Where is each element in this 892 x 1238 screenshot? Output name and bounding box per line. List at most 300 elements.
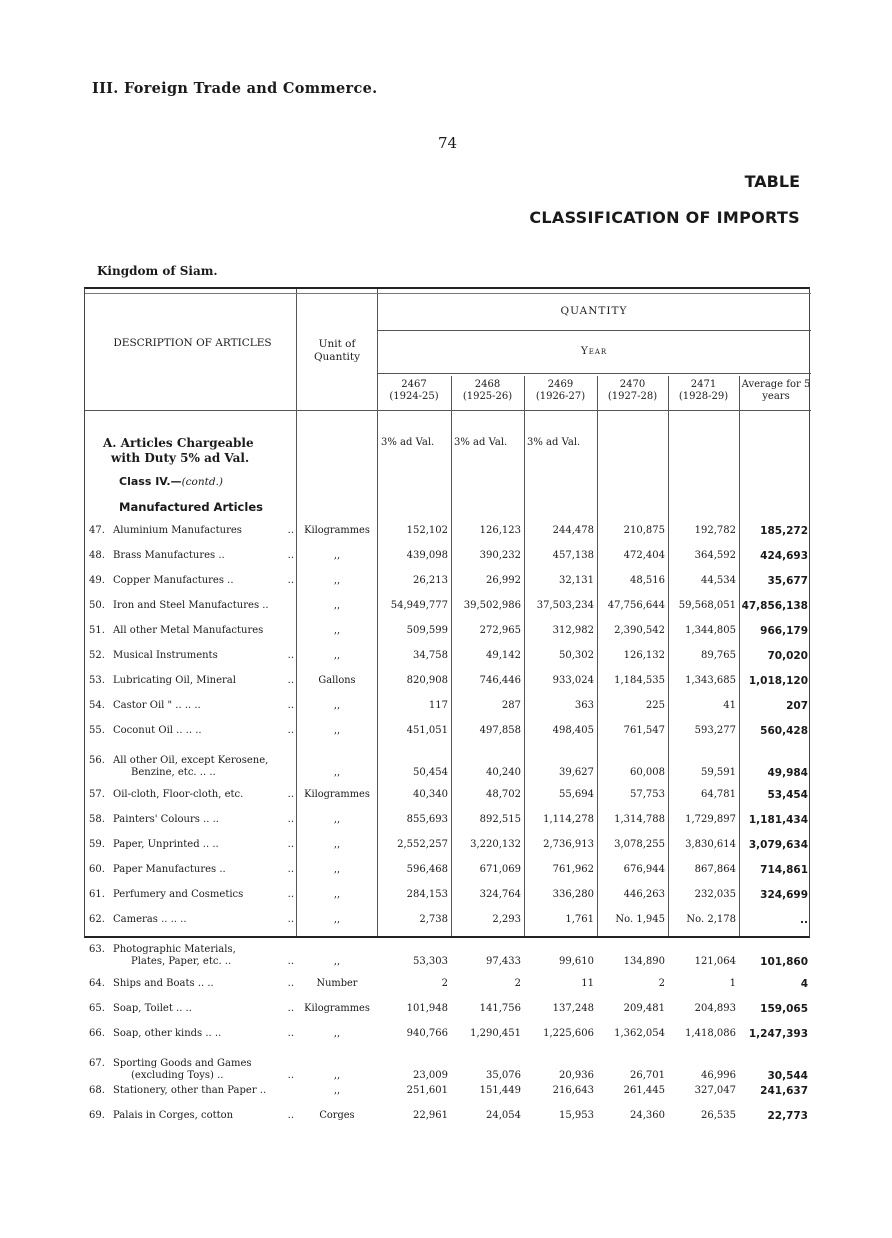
- quantity-cell: 676,944: [623, 864, 665, 875]
- article-name: Painters' Colours .. ..: [113, 814, 219, 825]
- article-description: [89, 650, 294, 662]
- table-row: [85, 1110, 811, 1134]
- quantity-cell: 2,293: [492, 914, 521, 925]
- quantity-cell: 1,761: [565, 914, 594, 925]
- year-ad: (1927-28): [607, 391, 658, 402]
- quantity-cell: 15,953: [559, 1110, 594, 1121]
- quantity-cell: 472,404: [623, 550, 665, 561]
- article-description: [89, 550, 294, 562]
- quantity-cell: 204,893: [694, 1003, 736, 1014]
- article-name: Iron and Steel Manufactures ..: [113, 600, 269, 611]
- duty-note: 3% ad Val.: [527, 437, 581, 448]
- quantity-cell: 40,240: [486, 767, 521, 778]
- row-number: 60.: [89, 864, 105, 875]
- quantity-cell: 134,890: [623, 956, 665, 967]
- leader-dots: ..: [287, 1070, 294, 1081]
- quantity-cell: 244,478: [552, 525, 594, 536]
- quantity-cell: 363: [574, 700, 594, 711]
- unit-of-quantity: ,,: [333, 814, 341, 825]
- quantity-cell: 261,445: [623, 1085, 665, 1096]
- article-description: [89, 725, 294, 737]
- quantity-cell: 46,996: [701, 1070, 736, 1081]
- year-column-header: [524, 379, 597, 403]
- table-row: [85, 1028, 811, 1052]
- article-name: Brass Manufactures ..: [113, 550, 225, 561]
- row-number: 49.: [89, 575, 105, 586]
- quantity-cell: 1,343,685: [685, 675, 736, 686]
- quantity-cell: 26,701: [630, 1070, 665, 1081]
- quantity-cell: 47,756,644: [607, 600, 665, 611]
- class-label-text: Class IV.—: [119, 475, 182, 488]
- quantity-cell: 50,302: [559, 650, 594, 661]
- article-name: Sporting Goods and Games: [113, 1058, 252, 1069]
- average-cell: 714,861: [760, 864, 808, 876]
- unit-of-quantity: ,,: [333, 1028, 341, 1039]
- unit-of-quantity: ,,: [333, 889, 341, 900]
- article-name-continued: Benzine, etc. .. ..: [131, 767, 216, 778]
- quantity-cell: 596,468: [406, 864, 448, 875]
- quantity-cell: 272,965: [479, 625, 521, 636]
- quantity-cell: 53,303: [413, 956, 448, 967]
- quantity-cell: 59,591: [701, 767, 736, 778]
- row-number: 47.: [89, 525, 105, 536]
- quantity-cell: 141,756: [479, 1003, 521, 1014]
- unit-of-quantity: ,,: [333, 725, 341, 736]
- average-cell: 424,693: [760, 550, 808, 562]
- unit-of-quantity: Kilogrammes: [304, 525, 370, 536]
- article-name: Paper, Unprinted .. ..: [113, 839, 219, 850]
- unit-of-quantity: ,,: [333, 914, 341, 925]
- unit-of-quantity: ,,: [333, 650, 341, 661]
- average-cell: 53,454: [767, 789, 808, 801]
- year-be: 2471: [690, 379, 717, 390]
- table-word: TABLE: [744, 172, 800, 191]
- quantity-cell: 820,908: [406, 675, 448, 686]
- row-number: 53.: [89, 675, 105, 686]
- unit-of-quantity: Kilogrammes: [304, 789, 370, 800]
- page-number: 74: [438, 134, 458, 152]
- article-name: Cameras .. .. ..: [113, 914, 187, 925]
- table-row: [85, 814, 811, 838]
- average-cell: 185,272: [760, 525, 808, 537]
- quantity-cell: 89,765: [701, 650, 736, 661]
- table-row: [85, 700, 811, 724]
- row-number: 59.: [89, 839, 105, 850]
- unit-of-quantity: ,,: [333, 956, 341, 967]
- unit-of-quantity: ,,: [333, 839, 341, 850]
- quantity-cell: 101,948: [406, 1003, 448, 1014]
- quantity-cell: 121,064: [694, 956, 736, 967]
- year-be: 2468: [474, 379, 501, 390]
- article-description: [89, 1003, 294, 1015]
- quantity-cell: 1,344,805: [685, 625, 736, 636]
- row-number: 68.: [89, 1085, 105, 1096]
- quantity-cell: 41: [723, 700, 736, 711]
- quantity-cell: 1,225,606: [543, 1028, 594, 1039]
- quantity-cell: 26,535: [701, 1110, 736, 1121]
- year-column-header: [597, 379, 668, 403]
- unit-of-quantity: Gallons: [318, 675, 356, 686]
- leader-dots: ..: [287, 978, 294, 989]
- quantity-cell: 151,449: [479, 1085, 521, 1096]
- quantity-cell: 2: [514, 978, 521, 989]
- unit-of-quantity: ,,: [333, 864, 341, 875]
- quantity-cell: 2: [441, 978, 448, 989]
- table-row: [85, 757, 811, 781]
- quantity-header: QUANTITY: [560, 305, 628, 317]
- table-row: [85, 725, 811, 749]
- year-be: 2467: [401, 379, 427, 390]
- quantity-cell: 59,568,051: [678, 600, 736, 611]
- duty-note: 3% ad Val.: [454, 437, 508, 448]
- quantity-cell: 867,864: [694, 864, 736, 875]
- row-number: 48.: [89, 550, 105, 561]
- quantity-cell: 2,390,542: [614, 625, 665, 636]
- row-number: 69.: [89, 1110, 105, 1121]
- article-name: Stationery, other than Paper ..: [113, 1085, 267, 1096]
- quantity-cell: 39,627: [559, 767, 594, 778]
- article-description: [89, 789, 294, 801]
- quantity-cell: 390,232: [479, 550, 521, 561]
- row-number: 65.: [89, 1003, 105, 1014]
- unit-of-quantity: ,,: [333, 575, 341, 586]
- row-number: 62.: [89, 914, 105, 925]
- table-row: [85, 575, 811, 599]
- unit-header: Unit of Quantity: [313, 338, 361, 363]
- quantity-cell: 50,454: [413, 767, 448, 778]
- row-number: 52.: [89, 650, 105, 661]
- year-column-header: [668, 379, 739, 403]
- article-description: [89, 944, 294, 968]
- quantity-cell: 99,610: [559, 956, 594, 967]
- year-ad: (1925-26): [462, 391, 513, 402]
- article-description: [89, 755, 294, 779]
- quantity-cell: 671,069: [479, 864, 521, 875]
- average-header: Average for 5 years: [741, 379, 811, 402]
- category-heading-line1: A. Articles Chargeable: [103, 436, 254, 450]
- quantity-cell: 2,552,257: [397, 839, 448, 850]
- average-cell: 22,773: [767, 1110, 808, 1122]
- unit-of-quantity: ,,: [333, 1070, 341, 1081]
- quantity-cell: 24,054: [486, 1110, 521, 1121]
- header-rule: [377, 373, 811, 374]
- table-row: [85, 675, 811, 699]
- article-description: [89, 914, 294, 926]
- quantity-cell: 232,035: [694, 889, 736, 900]
- article-name: Soap, Toilet .. ..: [113, 1003, 192, 1014]
- row-number: 56.: [89, 755, 105, 766]
- row-number: 67.: [89, 1058, 105, 1069]
- quantity-cell: 593,277: [694, 725, 736, 736]
- unit-of-quantity: ,,: [333, 600, 341, 611]
- quantity-cell: 23,009: [413, 1070, 448, 1081]
- section-heading: III. Foreign Trade and Commerce.: [92, 80, 378, 97]
- quantity-cell: No. 1,945: [615, 914, 665, 925]
- quantity-cell: No. 2,178: [686, 914, 736, 925]
- article-description: [89, 864, 294, 876]
- quantity-cell: 26,992: [486, 575, 521, 586]
- quantity-cell: 24,360: [630, 1110, 665, 1121]
- article-name: Copper Manufactures ..: [113, 575, 234, 586]
- quantity-cell: 761,962: [552, 864, 594, 875]
- unit-of-quantity: Number: [316, 978, 358, 989]
- quantity-cell: 251,601: [406, 1085, 448, 1096]
- quantity-cell: 60,008: [630, 767, 665, 778]
- quantity-cell: 48,516: [630, 575, 665, 586]
- category-heading-line2: with Duty 5% ad Val.: [111, 451, 250, 465]
- quantity-cell: 97,433: [486, 956, 521, 967]
- quantity-cell: 312,982: [552, 625, 594, 636]
- article-description: [89, 625, 294, 637]
- quantity-cell: 117: [428, 700, 448, 711]
- row-number: 50.: [89, 600, 105, 611]
- row-number: 55.: [89, 725, 105, 736]
- leader-dots: ..: [287, 956, 294, 967]
- quantity-cell: 746,446: [479, 675, 521, 686]
- header-rule: [85, 410, 811, 411]
- unit-of-quantity: ,,: [333, 625, 341, 636]
- article-description: [89, 1110, 294, 1122]
- quantity-cell: 364,592: [694, 550, 736, 561]
- quantity-cell: 1,114,278: [543, 814, 594, 825]
- description-header: DESCRIPTION OF ARTICLES: [113, 337, 272, 349]
- quantity-cell: 451,051: [406, 725, 448, 736]
- duty-note: 3% ad Val.: [381, 437, 435, 448]
- average-cell: 966,179: [760, 625, 808, 637]
- table-row: [85, 789, 811, 813]
- table-row: [85, 625, 811, 649]
- quantity-cell: 498,405: [552, 725, 594, 736]
- article-name: All other Oil, except Kerosene,: [113, 755, 269, 766]
- quantity-cell: 3,830,614: [685, 839, 736, 850]
- article-description: [89, 889, 294, 901]
- quantity-cell: 761,547: [623, 725, 665, 736]
- article-description: [89, 700, 294, 712]
- article-name: Lubricating Oil, Mineral: [113, 675, 236, 686]
- table-row: [85, 839, 811, 863]
- row-number: 51.: [89, 625, 105, 636]
- year-be: 2469: [547, 379, 574, 390]
- article-description: [89, 839, 294, 851]
- quantity-cell: 210,875: [623, 525, 665, 536]
- quantity-cell: 1,729,897: [685, 814, 736, 825]
- class-label: [119, 475, 223, 488]
- article-description: [89, 525, 294, 537]
- leader-dots: ..: [287, 725, 294, 736]
- quantity-cell: 457,138: [552, 550, 594, 561]
- average-cell: 35,677: [767, 575, 808, 587]
- article-description: [89, 1085, 294, 1097]
- row-number: 64.: [89, 978, 105, 989]
- table-row: [85, 889, 811, 913]
- header-rule: [85, 293, 811, 294]
- average-cell: 30,544: [767, 1070, 808, 1082]
- quantity-cell: 11: [581, 978, 594, 989]
- row-number: 63.: [89, 944, 105, 955]
- row-number: 57.: [89, 789, 105, 800]
- average-cell: 4: [800, 978, 808, 990]
- leader-dots: ..: [287, 914, 294, 925]
- quantity-cell: 34,758: [413, 650, 448, 661]
- leader-dots: ..: [287, 525, 294, 536]
- year-column-header: [451, 379, 524, 403]
- average-cell: 207: [786, 700, 808, 712]
- article-name: Perfumery and Cosmetics: [113, 889, 244, 900]
- quantity-cell: 225: [645, 700, 665, 711]
- quantity-cell: 152,102: [406, 525, 448, 536]
- quantity-cell: 137,248: [552, 1003, 594, 1014]
- leader-dots: ..: [287, 864, 294, 875]
- unit-of-quantity: ,,: [333, 550, 341, 561]
- quantity-cell: 2: [658, 978, 665, 989]
- table-caption: CLASSIFICATION OF IMPORTS: [529, 208, 800, 227]
- quantity-cell: 284,153: [406, 889, 448, 900]
- subheading: Manufactured Articles: [119, 500, 263, 514]
- year-ad: (1924-25): [389, 391, 439, 402]
- leader-dots: ..: [287, 889, 294, 900]
- quantity-cell: 892,515: [479, 814, 521, 825]
- leader-dots: ..: [287, 1003, 294, 1014]
- article-name: Soap, other kinds .. ..: [113, 1028, 222, 1039]
- article-name: Aluminium Manufactures: [113, 525, 242, 536]
- table-row: [85, 1060, 811, 1084]
- average-cell: 241,637: [760, 1085, 808, 1097]
- leader-dots: ..: [287, 700, 294, 711]
- quantity-cell: 287: [501, 700, 521, 711]
- average-cell: ..: [800, 914, 808, 926]
- year-be: 2470: [619, 379, 646, 390]
- table-row: [85, 650, 811, 674]
- year-ad: (1926-27): [535, 391, 586, 402]
- quantity-cell: 192,782: [694, 525, 736, 536]
- average-cell: 560,428: [760, 725, 808, 737]
- table-row: [85, 978, 811, 1002]
- year-column-header: [377, 379, 451, 403]
- quantity-cell: 446,263: [623, 889, 665, 900]
- table-row: [85, 864, 811, 888]
- article-description: [89, 1058, 294, 1082]
- average-cell: 49,984: [767, 767, 808, 779]
- quantity-cell: 64,781: [701, 789, 736, 800]
- quantity-cell: 26,213: [413, 575, 448, 586]
- quantity-cell: 509,599: [406, 625, 448, 636]
- quantity-cell: 44,534: [701, 575, 736, 586]
- quantity-cell: 940,766: [406, 1028, 448, 1039]
- quantity-cell: 933,024: [552, 675, 594, 686]
- article-description: [89, 600, 294, 612]
- average-cell: 101,860: [760, 956, 808, 968]
- leader-dots: ..: [287, 575, 294, 586]
- article-description: [89, 814, 294, 826]
- leader-dots: ..: [287, 1110, 294, 1121]
- article-name: Castor Oil " .. .. ..: [113, 700, 201, 711]
- table-row: [85, 600, 811, 624]
- leader-dots: ..: [287, 1028, 294, 1039]
- country-label: Kingdom of Siam.: [97, 264, 218, 278]
- article-name: Palais in Corges, cotton: [113, 1110, 234, 1121]
- article-description: [89, 575, 294, 587]
- average-cell: 1,247,393: [748, 1028, 808, 1040]
- leader-dots: ..: [287, 550, 294, 561]
- article-name-continued: Plates, Paper, etc. ..: [131, 956, 232, 967]
- year-ad: (1928-29): [678, 391, 729, 402]
- article-description: [89, 1028, 294, 1040]
- quantity-cell: 49,142: [486, 650, 521, 661]
- class-contd: (contd.): [181, 476, 223, 488]
- quantity-cell: 39,502,986: [463, 600, 521, 611]
- article-description: [89, 978, 294, 990]
- article-name: Oil-cloth, Floor-cloth, etc.: [113, 789, 244, 800]
- row-number: 54.: [89, 700, 105, 711]
- quantity-cell: 209,481: [623, 1003, 665, 1014]
- leader-dots: ..: [287, 675, 294, 686]
- average-cell: 1,018,120: [748, 675, 808, 687]
- unit-of-quantity: ,,: [333, 700, 341, 711]
- quantity-cell: 20,936: [559, 1070, 594, 1081]
- article-name: All other Metal Manufactures: [113, 625, 264, 636]
- quantity-cell: 2,736,913: [543, 839, 594, 850]
- article-description: [89, 675, 294, 687]
- table-row: [85, 914, 811, 938]
- row-number: 58.: [89, 814, 105, 825]
- quantity-cell: 1: [729, 978, 736, 989]
- quantity-cell: 855,693: [406, 814, 448, 825]
- quantity-cell: 40,340: [413, 789, 448, 800]
- quantity-cell: 55,694: [559, 789, 594, 800]
- quantity-cell: 1,314,788: [614, 814, 665, 825]
- leader-dots: ..: [287, 839, 294, 850]
- quantity-cell: 126,123: [479, 525, 521, 536]
- quantity-cell: 37,503,234: [536, 600, 594, 611]
- imports-table: [84, 287, 811, 1122]
- average-cell: 1,181,434: [748, 814, 808, 826]
- quantity-cell: 327,047: [694, 1085, 736, 1096]
- table-row: [85, 1085, 811, 1109]
- leader-dots: ..: [287, 789, 294, 800]
- article-name: Paper Manufactures ..: [113, 864, 226, 875]
- article-name: Musical Instruments: [113, 650, 218, 661]
- year-header: Year: [580, 345, 608, 357]
- table-row: [85, 1003, 811, 1027]
- quantity-cell: 2,738: [419, 914, 448, 925]
- quantity-cell: 1,362,054: [614, 1028, 665, 1039]
- article-name: Photographic Materials,: [113, 944, 236, 955]
- quantity-cell: 22,961: [413, 1110, 448, 1121]
- average-cell: 159,065: [760, 1003, 808, 1015]
- quantity-cell: 1,184,535: [614, 675, 665, 686]
- header-rule: [377, 330, 811, 331]
- quantity-cell: 3,220,132: [470, 839, 521, 850]
- quantity-cell: 216,643: [552, 1085, 594, 1096]
- quantity-cell: 336,280: [552, 889, 594, 900]
- quantity-cell: 57,753: [630, 789, 665, 800]
- unit-of-quantity: ,,: [333, 767, 341, 778]
- quantity-cell: 35,076: [486, 1070, 521, 1081]
- article-name: Coconut Oil .. .. ..: [113, 725, 202, 736]
- quantity-cell: 32,131: [559, 575, 594, 586]
- row-number: 61.: [89, 889, 105, 900]
- unit-of-quantity: Kilogrammes: [304, 1003, 370, 1014]
- unit-of-quantity: Corges: [319, 1110, 355, 1121]
- unit-of-quantity: ,,: [333, 1085, 341, 1096]
- quantity-cell: 54,949,777: [390, 600, 448, 611]
- quantity-cell: 439,098: [406, 550, 448, 561]
- quantity-cell: 497,858: [479, 725, 521, 736]
- quantity-cell: 1,418,086: [685, 1028, 736, 1039]
- quantity-cell: 324,764: [479, 889, 521, 900]
- leader-dots: ..: [287, 650, 294, 661]
- table-row: [85, 550, 811, 574]
